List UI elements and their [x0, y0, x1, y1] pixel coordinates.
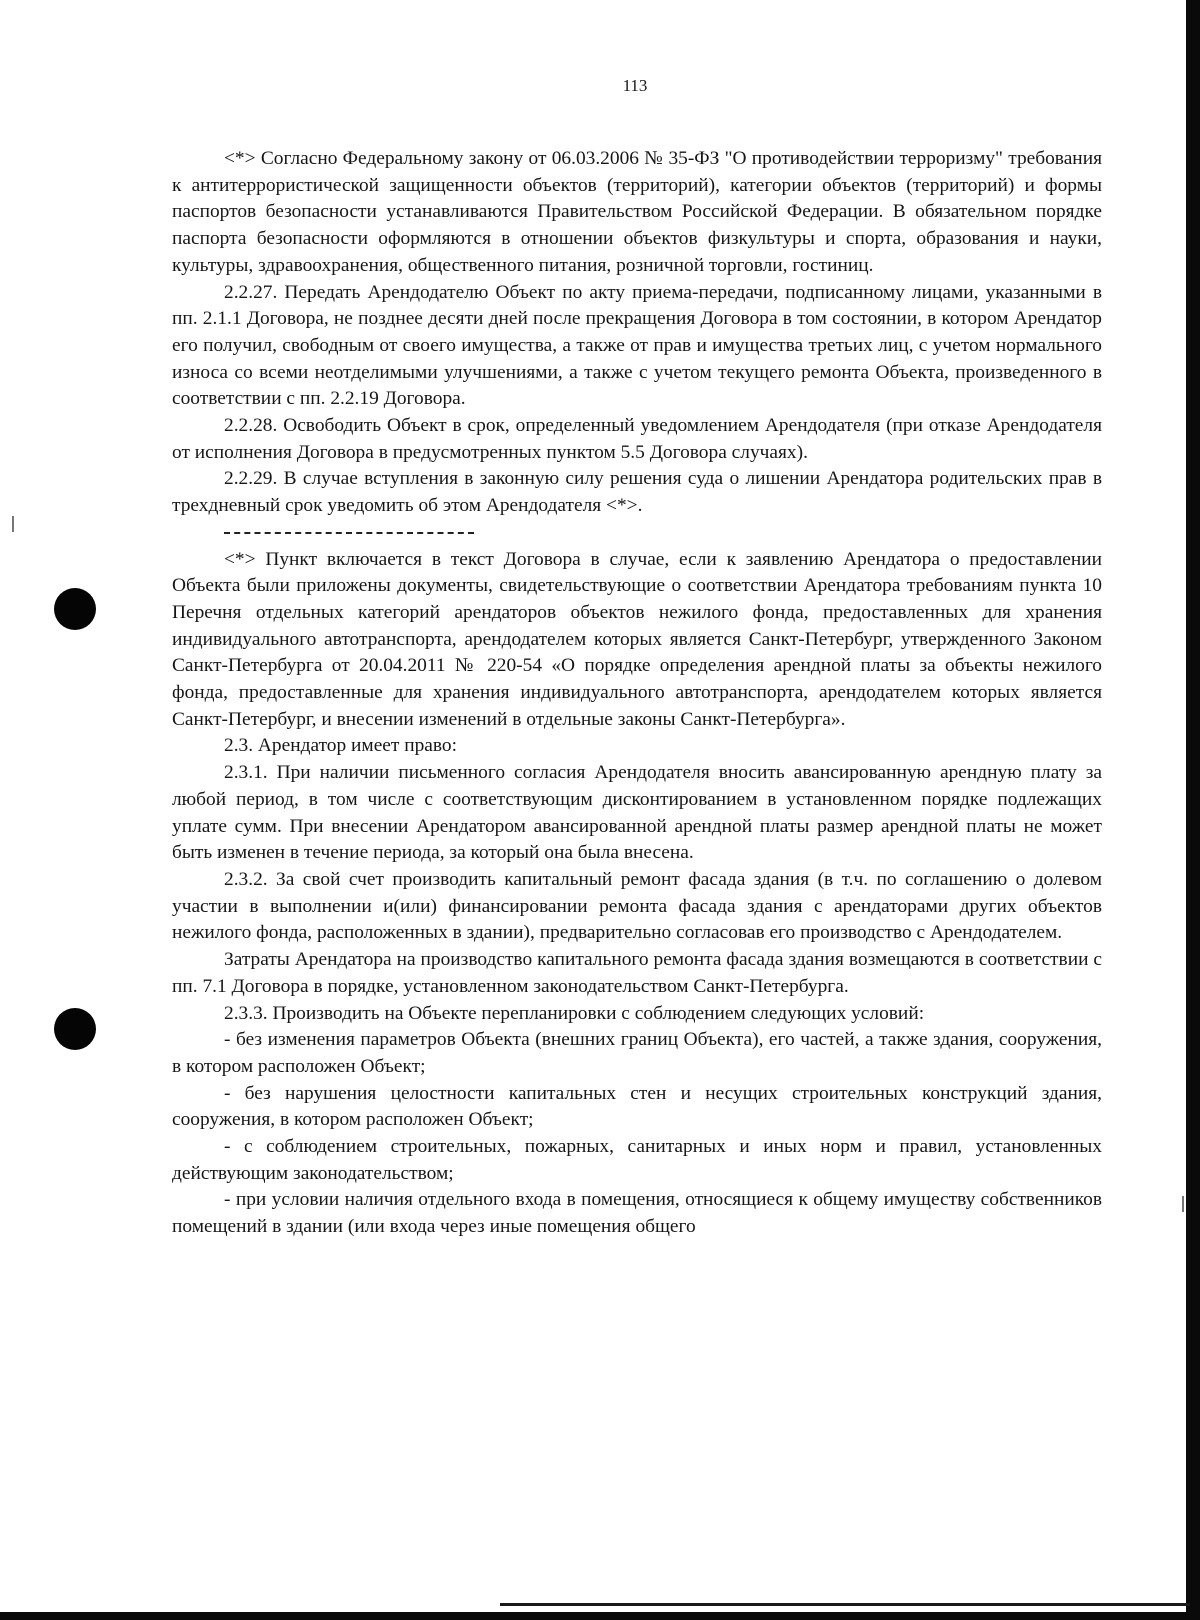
- paragraph-2-2-29: 2.2.29. В случае вступления в законную силу решения суда о лишении Арендатора родительских прав в трехдневный срок уведомить об этом Арендодателя <*>.: [172, 468, 1102, 517]
- paragraph-2-3: 2.3. Арендатор имеет право:: [224, 735, 458, 757]
- footnote-separator-line: [224, 532, 474, 534]
- footnote-separator: [172, 520, 1102, 547]
- list-item-entrance: - при условии наличия отдельного входа в помещения, относящиеся к общему имуществу собственников помещений в здании (или входа через иные помещения общего: [172, 1189, 1102, 1238]
- punch-hole-bottom: [54, 1008, 96, 1050]
- paragraph-footnote-clause: <*> Пункт включается в текст Договора в случае, если к заявлению Арендатора о предоставлении Объекта были приложены документы, свидетельствующие о соответствии Арендатора требованиям пункта 10 Перечня отдельных категорий арендаторов объектов нежилого фонда, предоставленных для хранения индивидуального автотранспорта, арендодателем которых является Санкт-Петербург, утвержденного Законом Санкт-Петербурга от 20.04.2011 № 220-54 «О порядке определения арендной платы за объекты нежилого фонда, предоставленные для хранения индивидуального автотранспорта, арендодателем которых является Санкт-Петербург, и внесении изменений в отдельные законы Санкт-Петербурга».: [172, 548, 1102, 730]
- list-item-norms: - с соблюдением строительных, пожарных, санитарных и иных норм и правил, установленных действующим законодательством;: [172, 1136, 1102, 1184]
- punch-hole-top: [54, 588, 96, 630]
- paragraph-2-2-27: 2.2.27. Передать Арендодателю Объект по акту приема-передачи, подписанному лицами, указанными в пп. 2.1.1 Договора, не позднее десяти дней после прекращения Договора в том состоянии, в котором Арендатор его получил, свободным от своего имущества, а также от прав и имущества третьих лиц, с учетом нормального износа со всеми неотделимыми улучшениями, а также с учетом текущего ремонта Объекта, произведенного в соответствии с пп. 2.2.19 Договора.: [172, 281, 1102, 410]
- scan-line-bottom: [500, 1603, 1190, 1606]
- paragraph-2-3-2: 2.3.2. За свой счет производить капитальный ремонт фасада здания (в т.ч. по соглашению о долевом участии в выполнении и(или) финансировании ремонта фасада здания с арендаторами других объектов нежилого фонда, расположенных в здании), предварительно согласовав его производство с Арендодателем.: [172, 868, 1102, 944]
- page-number: 113: [622, 76, 648, 95]
- document-body: [172, 146, 1102, 1241]
- scan-edge-right: [1186, 0, 1200, 1620]
- list-item-walls: - без нарушения целостности капитальных стен и несущих строительных конструкций здания, сооружения, в котором расположен Объект;: [172, 1082, 1102, 1131]
- paragraph-2-3-3: 2.3.3. Производить на Объекте перепланировки с соблюдением следующих условий:: [224, 1002, 925, 1024]
- paragraph-facade-costs: Затраты Арендатора на производство капитального ремонта фасада здания возмещаются в соответствии с пп. 7.1 Договора в порядке, установленном законодательством Санкт-Петербурга.: [172, 949, 1102, 997]
- paragraph-footnote-terrorism: <*> Согласно Федеральному закону от 06.03.2006 № 35-ФЗ "О противодействии терроризму" требования к антитеррористической защищенности объектов (территорий), категории объектов (территорий) и формы паспортов безопасности устанавливаются Правительством Российской Федерации. В обязательном порядке паспорта безопасности оформляются в отношении объектов физкультуры и спорта, образования и науки, культуры, здравоохранения, общественного питания, розничной торговли, гостиниц.: [172, 148, 1102, 276]
- scan-mark-left: [12, 516, 14, 532]
- scan-edge-bottom: [0, 1612, 1200, 1620]
- scan-mark-right: [1182, 1196, 1184, 1212]
- paragraph-2-2-28: 2.2.28. Освободить Объект в срок, определенный уведомлением Арендодателя (при отказе Арендодателя от исполнения Договора в предусмотренных пунктом 5.5 Договора случаях).: [172, 415, 1102, 463]
- list-item-parameters: - без изменения параметров Объекта (внешних границ Объекта), его частей, а также здания, сооружения, в котором расположен Объект;: [172, 1029, 1102, 1077]
- paragraph-2-3-1: 2.3.1. При наличии письменного согласия Арендодателя вносить авансированную арендную плату за любой период, в том числе с соответствующим дисконтированием в установленном порядке подлежащих уплате сумм. При внесении Арендатором авансированной арендной платы размер арендной платы не может быть изменен в течение периода, за который она была внесена.: [172, 762, 1102, 864]
